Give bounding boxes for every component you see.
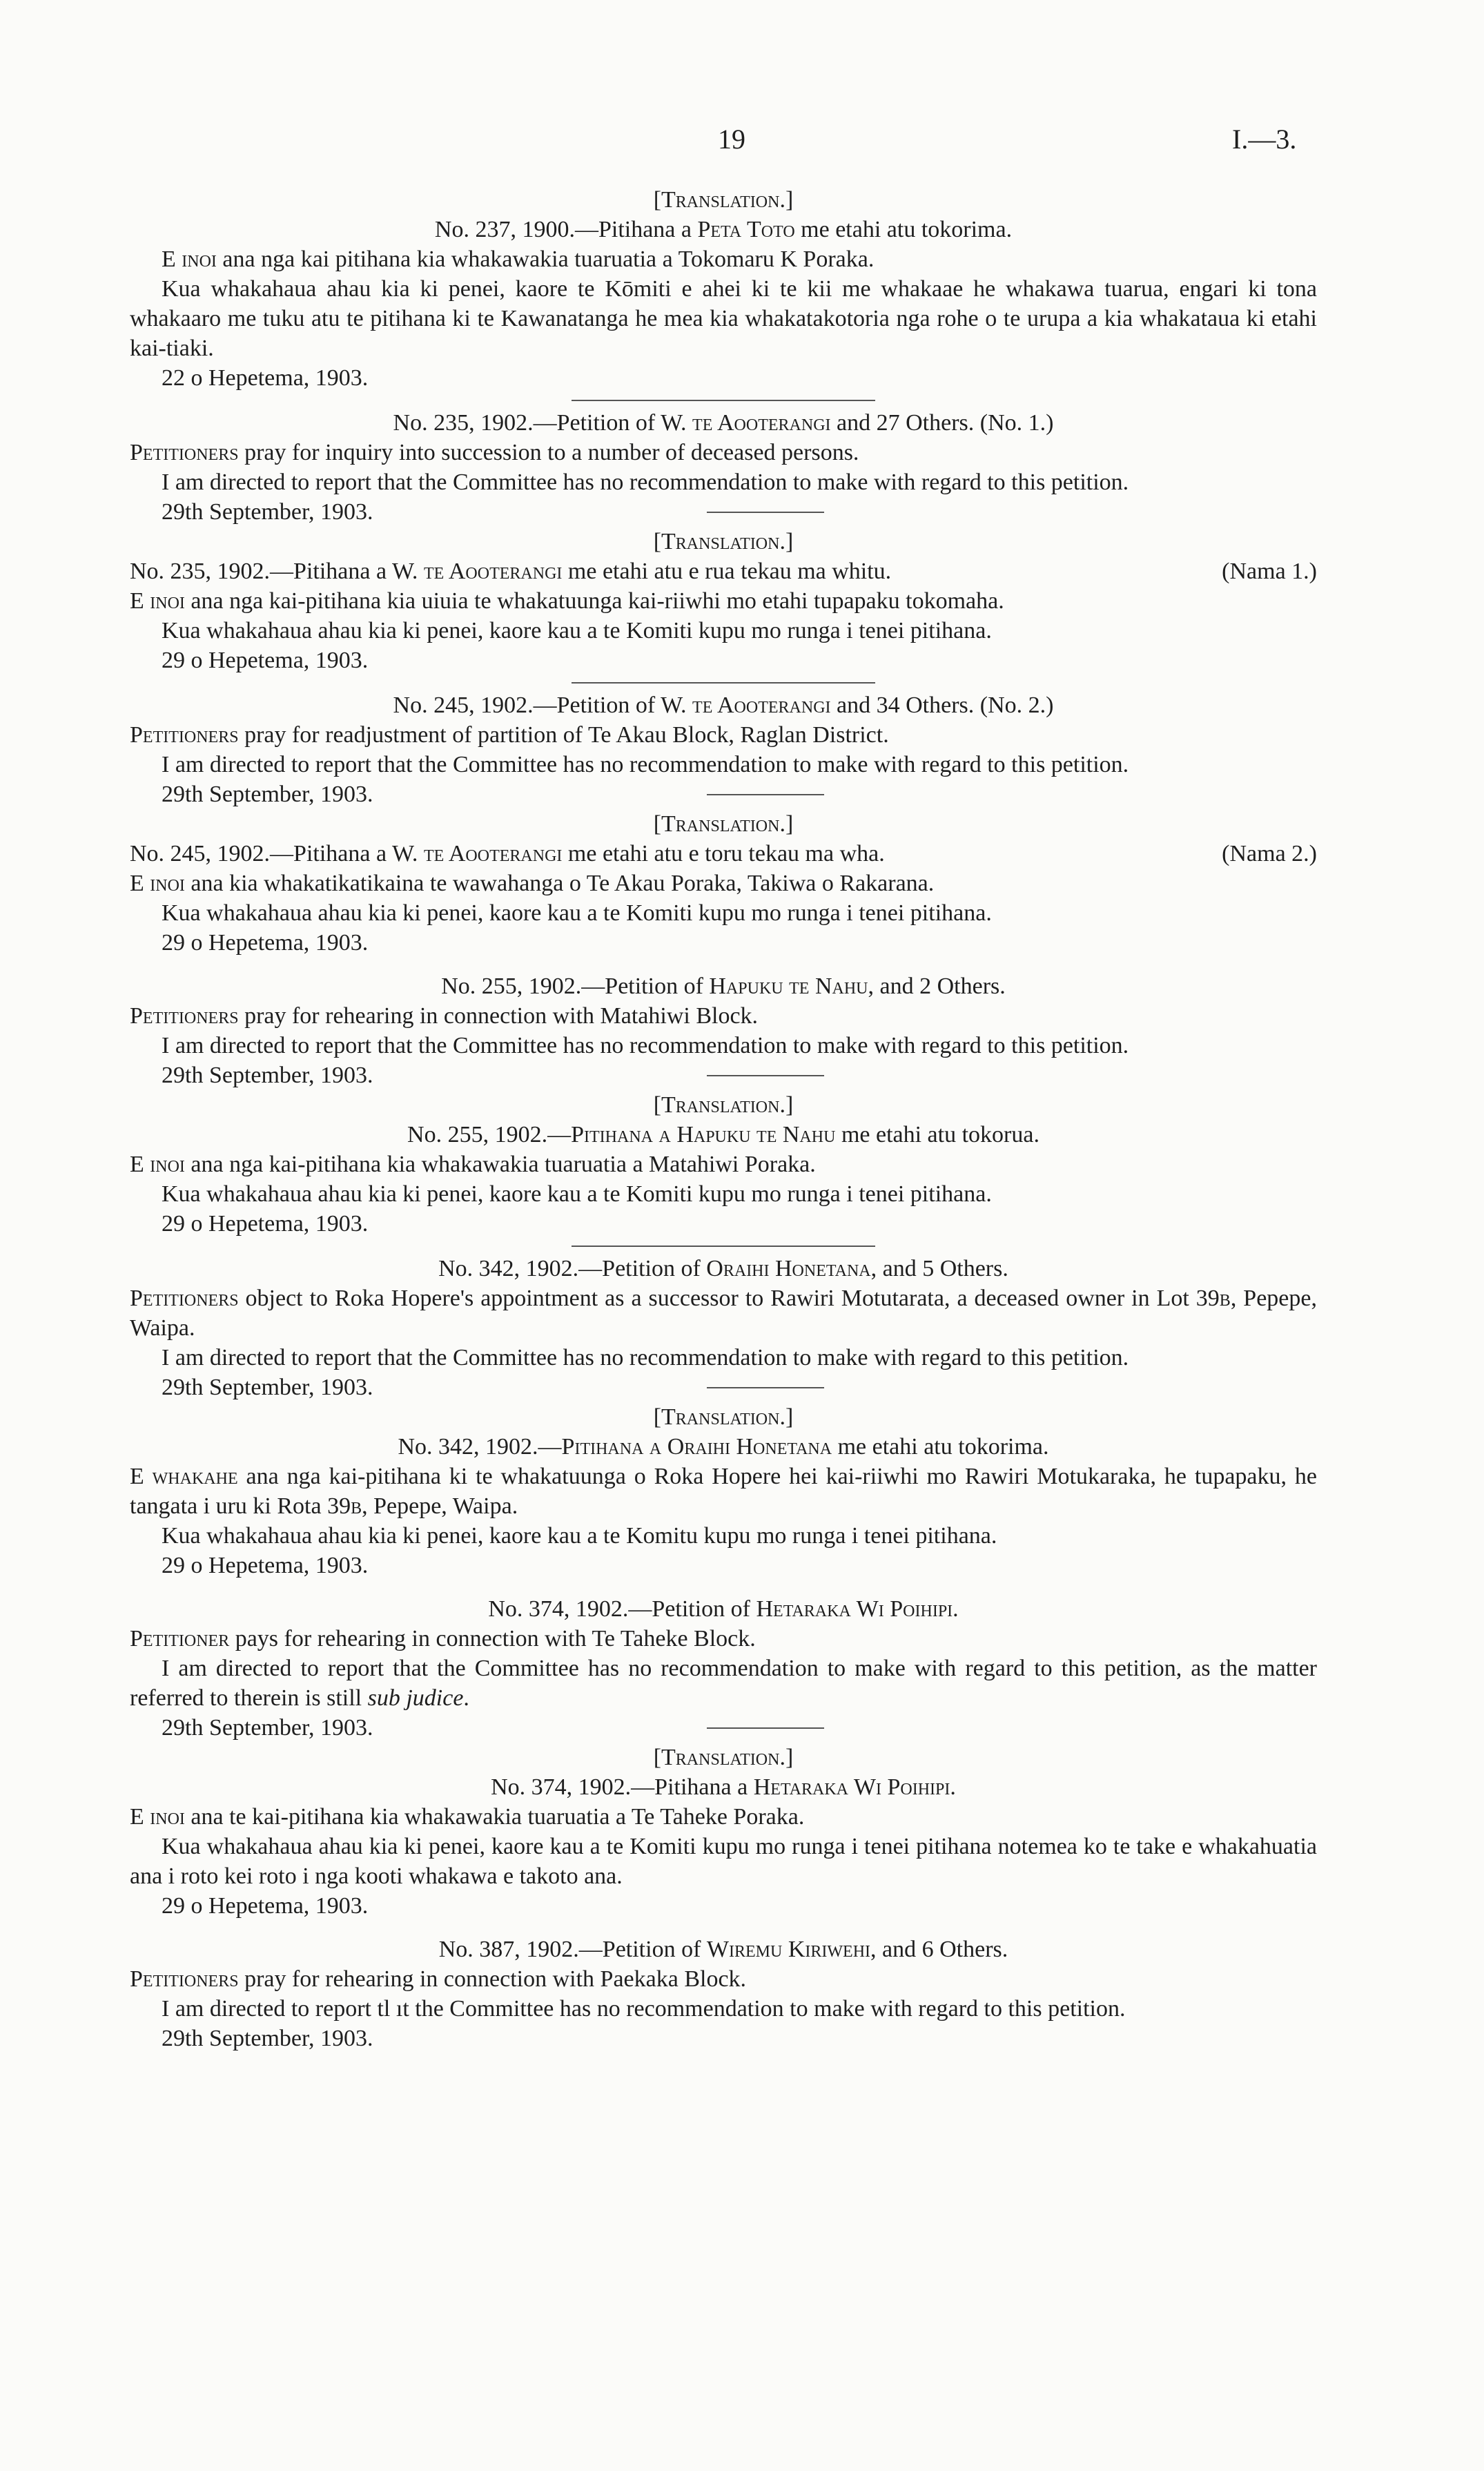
petition-heading — [130, 1935, 1317, 1964]
translation-label: [Translation.] — [653, 187, 794, 213]
prayer-text: ana kia whakatikatikaina te wawahanga o Te Akau Poraka, Takiwa o Rakarana. — [184, 871, 935, 896]
heading-text: , and 2 Others. — [868, 973, 1006, 999]
prayer-text: ana nga kai pitihana kia whakawakia tuaruatia a Tokomaru K Poraka. — [216, 246, 875, 272]
date-row — [130, 497, 1317, 527]
petition-heading — [130, 408, 1317, 438]
report-date: 29 o Hepetema, 1903. — [162, 1553, 369, 1578]
section-divider — [572, 682, 875, 684]
petition-prayer — [130, 1150, 1317, 1179]
petition-prayer — [130, 438, 1317, 467]
petitioner-name: Hetaraka Wi Poihipi — [756, 1596, 953, 1622]
lead-word: Petitioners — [130, 1003, 239, 1029]
prayer-text: , Pepepe, Waipa. — [362, 1493, 518, 1519]
heading-text: me etahi atu e toru tekau ma wha. — [562, 841, 885, 866]
translation-label: [Translation.] — [653, 811, 794, 837]
petition-heading — [130, 1594, 1317, 1624]
lead-word: Petitioners — [130, 722, 239, 748]
short-divider — [707, 1075, 824, 1076]
date-row — [130, 1713, 1317, 1743]
petitioner-name: Hapuku te Nahu — [709, 973, 868, 999]
report-date: 22 o Hepetema, 1903. — [162, 365, 369, 391]
heading-number: (Nama 1.) — [1222, 559, 1317, 584]
lead-word: E inoi — [130, 1152, 185, 1177]
short-divider — [707, 512, 824, 513]
committee-report: I am directed to report that the Committee has no recommendation to make with regard to this petition. — [162, 1033, 1129, 1058]
heading-text: , and 6 Others. — [870, 1937, 1008, 1962]
heading-text: No. 235, 1902.—Pitihana a W. — [130, 559, 424, 584]
lead-word: E whakahe — [130, 1464, 238, 1489]
petition-heading — [130, 1772, 1317, 1802]
spacer — [130, 958, 1317, 971]
lot-suffix: b — [351, 1493, 362, 1519]
petition-section-342 — [130, 1254, 1317, 1402]
petition-prayer — [130, 244, 1317, 274]
petition-prayer — [130, 1802, 1317, 1832]
petition-heading — [130, 839, 1317, 869]
report-date: 29th September, 1903. — [162, 2026, 373, 2051]
heading-text: No. 342, 1902.—Petition of — [438, 1256, 707, 1281]
lead-word: E inoi — [130, 871, 185, 896]
petition-prayer — [130, 869, 1317, 898]
committee-report: I am directed to report that the Committee has no recommendation to make with regard to this petition. — [162, 1345, 1129, 1370]
heading-text: No. 245, 1902.—Pitihana a W. — [130, 841, 424, 866]
report-date: 29 o Hepetema, 1903. — [162, 930, 369, 956]
heading-text: me etahi atu tokorima. — [794, 217, 1013, 242]
committee-report: Kua whakahaua ahau kia ki penei, kaore kau a te Komiti kupu mo runga i tenei pitihana. — [162, 618, 992, 643]
heading-text: me etahi atu tokorua. — [835, 1122, 1039, 1147]
committee-report: I am directed to report tl ıt the Committee has no recommendation to make with regard to this petition. — [162, 1996, 1126, 2022]
lead-word: Petitioner — [130, 1626, 230, 1651]
heading-text: No. 245, 1902.—Petition of W. — [393, 692, 693, 718]
prayer-text: ana nga kai-pitihana kia whakawakia tuaruatia a Matahiwi Poraka. — [184, 1152, 816, 1177]
prayer-text: ana nga kai-pitihana ki te whakatuunga o Roka Hopere hei kai-riiwhi mo Rawiri Motukaraka, he tupapaku, he tangata i uru ki Rota 39 — [130, 1464, 1317, 1519]
petition-heading — [130, 556, 1317, 586]
petition-section-235 — [130, 408, 1317, 527]
report-text: I am directed to report that the Committee has no recommendation to make with regard to this petition, as the matter referred to therein is still — [130, 1656, 1317, 1711]
committee-report: Kua whakahaua ahau kia ki penei, kaore kau a te Komiti kupu mo runga i tenei pitihana. — [162, 1181, 992, 1207]
petition-heading — [130, 971, 1317, 1001]
petitioner-name: Oraihi Honetana — [706, 1256, 871, 1281]
heading-text: No. 235, 1902.—Petition of W. — [393, 410, 693, 436]
prayer-text: pays for rehearing in connection with Te Taheke Block. — [229, 1626, 756, 1651]
heading-text: and 34 Others. (No. 2.) — [830, 692, 1054, 718]
petition-heading — [130, 215, 1317, 244]
petition-prayer — [130, 720, 1317, 750]
petitioner-name: Peta Toto — [697, 217, 795, 242]
heading-text: No. 237, 1900.—Pitihana a — [434, 217, 698, 242]
section-divider — [572, 400, 875, 401]
lead-word: E inoi — [130, 1804, 185, 1830]
report-date: 29th September, 1903. — [162, 1375, 373, 1400]
short-divider — [707, 794, 824, 795]
petition-prayer — [130, 1624, 1317, 1654]
heading-text: , and 5 Others. — [870, 1256, 1008, 1281]
spacer — [130, 1921, 1317, 1935]
petition-section-245 — [130, 690, 1317, 809]
petitioner-name: Pitihana a Hapuku te Nahu — [571, 1122, 836, 1147]
prayer-text: ana te kai-pitihana kia whakawakia tuaruatia a Te Taheke Poraka. — [184, 1804, 805, 1830]
petitioner-name: te Aooterangi — [423, 841, 563, 866]
petitioner-name: te Aooterangi — [692, 692, 831, 718]
heading-text: No. 342, 1902.— — [398, 1434, 562, 1460]
document-body — [130, 185, 1317, 2053]
page-number: 19 — [718, 124, 745, 155]
lead-word: E inoi — [162, 246, 217, 272]
translation-label: [Translation.] — [653, 1404, 794, 1430]
prayer-text: object to Roka Hopere's appointment as a successor to Rawiri Motutarata, a deceased owner in Lot 39 — [238, 1286, 1220, 1311]
petition-heading — [130, 1432, 1317, 1462]
report-date: 29 o Hepetema, 1903. — [162, 1211, 369, 1237]
translation-section-245 — [130, 809, 1317, 971]
committee-report: I am directed to report that the Committee has no recommendation to make with regard to this petition. — [162, 469, 1129, 495]
petitioner-name: te Aooterangi — [692, 410, 831, 436]
translation-section-342 — [130, 1402, 1317, 1594]
spacer — [130, 1580, 1317, 1594]
section-divider — [572, 1246, 875, 1247]
prayer-text: pray for readjustment of partition of Te Akau Block, Raglan District. — [238, 722, 889, 748]
translation-label: [Translation.] — [653, 1745, 794, 1770]
lead-word: E inoi — [130, 588, 185, 614]
short-divider — [707, 1727, 824, 1729]
petition-prayer — [130, 1001, 1317, 1031]
committee-report — [130, 1654, 1317, 1713]
petition-prayer — [130, 1462, 1317, 1521]
heading-text: No. 374, 1902.—Pitihana a — [491, 1774, 754, 1800]
heading-number: (Nama 2.) — [1222, 841, 1317, 866]
petitioner-name: Wiremu Kiriwehi — [706, 1937, 871, 1962]
report-date: 29th September, 1903. — [162, 499, 373, 525]
translation-section-235 — [130, 527, 1317, 684]
report-date: 29th September, 1903. — [162, 1715, 373, 1741]
translation-section-374 — [130, 1743, 1317, 1935]
prayer-text: pray for inquiry into succession to a number of deceased persons. — [238, 440, 859, 465]
petition-section-374 — [130, 1594, 1317, 1743]
date-row — [130, 1060, 1317, 1090]
petition-heading — [130, 1254, 1317, 1283]
lot-suffix: b — [1219, 1286, 1231, 1311]
heading-main — [130, 556, 891, 586]
heading-text: No. 387, 1902.—Petition of — [438, 1937, 707, 1962]
report-date: 29 o Hepetema, 1903. — [162, 648, 369, 673]
committee-report: I am directed to report that the Committee has no recommendation to make with regard to this petition. — [162, 752, 1129, 777]
heading-text: No. 374, 1902.—Petition of — [488, 1596, 756, 1622]
petitioner-name: te Aooterangi — [423, 559, 563, 584]
heading-text: . — [953, 1596, 959, 1622]
date-row — [130, 779, 1317, 809]
committee-report: Kua whakahaua ahau kia ki penei, kaore te Kōmiti e ahei ki te kii me whakaae he whakawa tuarua, engari ki tona whakaaro me tuku atu te pitihana ki te Kawanatanga he mea kia whakatakotoria nga rohe o te urupa a kia whakataua ki etahi kai-tiaki. — [130, 276, 1317, 361]
petitioner-name: Pitihana a Oraihi Honetana — [561, 1434, 832, 1460]
petition-section-255 — [130, 971, 1317, 1090]
heading-text: No. 255, 1902.—Petition of — [441, 973, 710, 999]
heading-text: No. 255, 1902.— — [407, 1122, 572, 1147]
translation-label: [Translation.] — [653, 1092, 794, 1118]
report-date: 29th September, 1903. — [162, 782, 373, 807]
heading-text: and 27 Others. (No. 1.) — [830, 410, 1054, 436]
committee-report: Kua whakahaua ahau kia ki penei, kaore kau a te Komitu kupu mo runga i tenei pitihana. — [162, 1523, 997, 1549]
prayer-text: pray for rehearing in connection with Matahiwi Block. — [238, 1003, 759, 1029]
petition-heading — [130, 690, 1317, 720]
prayer-text: , Pepepe, Waipa. — [130, 1286, 1317, 1341]
short-divider — [707, 1387, 824, 1388]
report-date: 29 o Hepetema, 1903. — [162, 1893, 369, 1919]
petition-section-387 — [130, 1935, 1317, 2053]
committee-report: Kua whakahaua ahau kia ki penei, kaore kau a te Komiti kupu mo runga i tenei pitihana. — [162, 900, 992, 926]
date-row — [130, 1373, 1317, 1402]
report-text: . — [463, 1685, 469, 1711]
petitioner-name: Hetaraka Wi Poihipi — [753, 1774, 950, 1800]
petition-prayer — [130, 1964, 1317, 1994]
latin-phrase: sub judice — [367, 1685, 464, 1711]
heading-text: me etahi atu e rua tekau ma whitu. — [562, 559, 892, 584]
heading-text: . — [950, 1774, 956, 1800]
committee-report: Kua whakahaua ahau kia ki penei, kaore kau a te Komiti kupu mo runga i tenei pitihana notemea ko te take e whakahuatia ana i roto kei roto i nga kooti whakawa e takoto ana. — [130, 1834, 1317, 1889]
lead-word: Petitioners — [130, 1286, 239, 1311]
translation-section-237 — [130, 185, 1317, 401]
heading-text: me etahi atu tokorima. — [832, 1434, 1049, 1460]
prayer-text: ana nga kai-pitihana kia uiuia te whakatuunga kai-riiwhi mo etahi tupapaku tokomaha. — [184, 588, 1004, 614]
prayer-text: pray for rehearing in connection with Paekaka Block. — [238, 1966, 747, 1992]
report-date: 29th September, 1903. — [162, 1063, 373, 1088]
petition-prayer — [130, 1283, 1317, 1343]
heading-main — [130, 839, 885, 869]
document-reference: I.—3. — [1232, 124, 1297, 155]
petition-prayer — [130, 586, 1317, 616]
lead-word: Petitioners — [130, 1966, 239, 1992]
lead-word: Petitioners — [130, 440, 239, 465]
translation-label: [Translation.] — [653, 529, 794, 554]
petition-heading — [130, 1120, 1317, 1150]
translation-section-255 — [130, 1090, 1317, 1247]
